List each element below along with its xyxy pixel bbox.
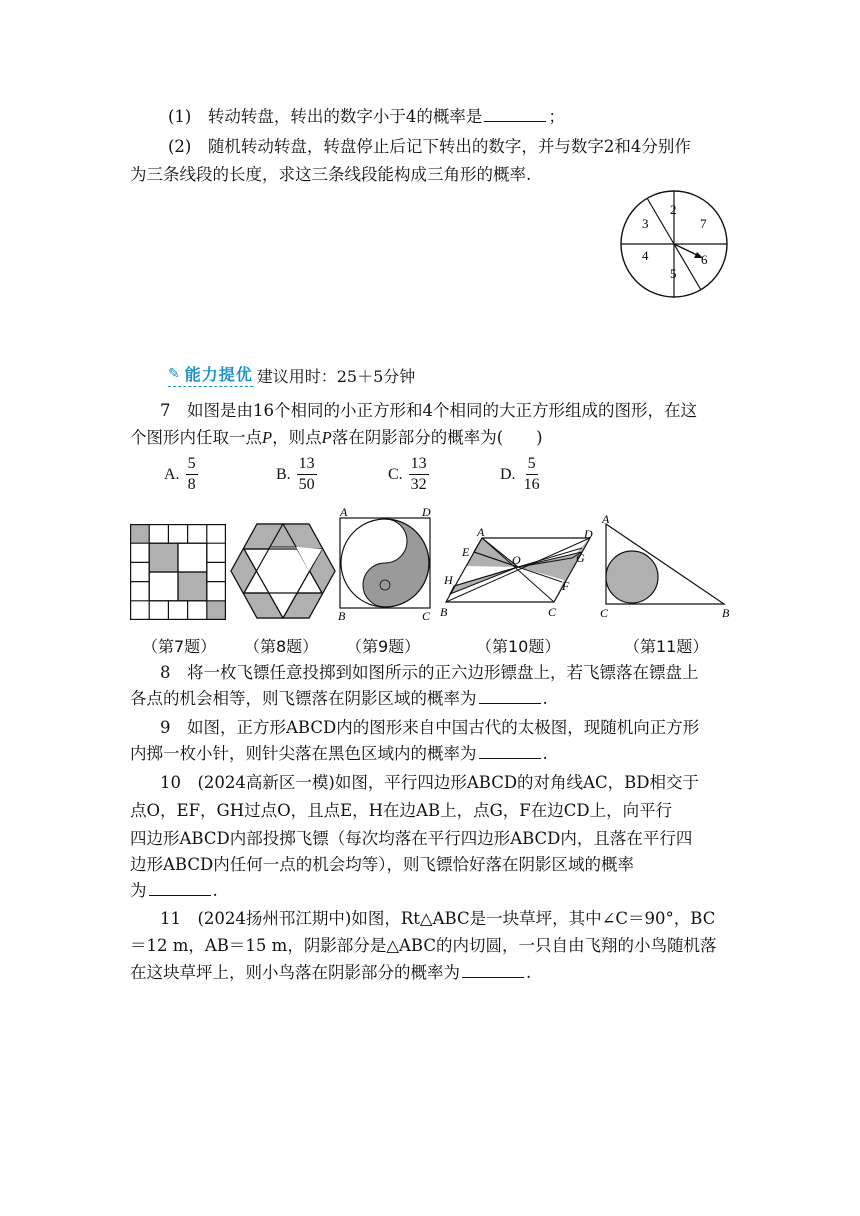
q11-line3	[130, 960, 531, 986]
q10-line2: 点O，EF，GH过点O，且点E，H在边AB上，点G，F在边CD上，向平行	[130, 801, 673, 820]
fig10-label-o: O	[512, 553, 521, 567]
section-tag	[168, 362, 253, 387]
denominator: 32	[410, 476, 427, 493]
fig10-label-e: E	[462, 545, 470, 559]
fig10-label-g: G	[576, 551, 585, 565]
answer-blank[interactable]	[479, 687, 541, 704]
option-b[interactable]	[276, 454, 317, 495]
fig11-label-a: A	[602, 514, 610, 526]
fig10-label-b: B	[440, 605, 448, 619]
option-c[interactable]	[388, 454, 429, 495]
option-fraction	[297, 454, 317, 495]
answer-blank[interactable]	[462, 961, 524, 978]
denominator: 8	[187, 476, 196, 493]
spinner-number: 4	[642, 248, 649, 263]
answer-blank[interactable]	[479, 742, 541, 759]
figure-7-grid	[130, 524, 226, 620]
period: .	[542, 744, 548, 763]
section-tag-label: 能力提优	[184, 365, 253, 384]
figure-8-hexagon	[230, 522, 336, 620]
fig10-label-c: C	[548, 605, 557, 619]
spinner-number: 2	[670, 202, 677, 217]
q9-line1: 9 如图，正方形ABCD内的图形来自中国古代的太极图，现随机向正方形	[160, 718, 700, 737]
q6-part2-line2: 为三条线段的长度，求这三条线段能构成三角形的概率.	[130, 165, 532, 184]
answer-blank[interactable]	[149, 879, 211, 896]
q7-var: P	[262, 428, 273, 447]
option-label: B.	[276, 465, 291, 483]
fig9-label-a: A	[340, 505, 348, 519]
q11-line1: 11 (2024扬州邗江期中)如图，Rt△ABC是一块草坪，其中∠C＝90°，BC	[160, 909, 716, 928]
fig10-label-h: H	[444, 573, 453, 587]
period: .	[212, 881, 218, 900]
fig10-label-d: D	[584, 527, 593, 541]
fig10-label-f: F	[562, 579, 570, 593]
caption-fig8: （第8题）	[244, 637, 319, 656]
option-fraction	[186, 454, 198, 495]
q8-line1: 8 将一枚飞镖任意投掷到如图所示的正六边形镖盘上，若飞镖落在镖盘上	[160, 663, 699, 682]
q10-line1: 10 (2024高新区一模)如图，平行四边形ABCD的对角线AC，BD相交于	[160, 773, 699, 792]
caption-fig9: （第9题）	[346, 637, 421, 656]
q6-part1-text: (1) 转动转盘，转出的数字小于4的概率是	[168, 107, 483, 126]
numerator: 5	[186, 454, 198, 475]
q7-text: 落在阴影部分的概率为( )	[331, 428, 543, 447]
denominator: 16	[523, 476, 540, 493]
spinner-number: 6	[701, 252, 708, 267]
pencil-icon: ✎	[168, 365, 181, 382]
fig9-label-c: C	[422, 609, 431, 622]
caption-fig11: （第11题）	[624, 637, 709, 656]
option-d[interactable]	[500, 454, 542, 495]
q7-var: P	[321, 428, 332, 447]
numerator: 13	[409, 454, 429, 475]
q9-text: 内掷一枚小针，则针尖落在黑色区域内的概率为	[130, 744, 477, 763]
numerator: 5	[526, 454, 538, 475]
spinner-figure	[614, 190, 734, 300]
q10-line4: 边形ABCD内任何一点的机会均等），则飞镖恰好落在阴影区域的概率	[130, 855, 634, 874]
period: .	[542, 689, 548, 708]
spinner-number: 3	[642, 216, 649, 231]
section-header	[168, 362, 415, 387]
fig9-label-b: B	[338, 609, 346, 622]
q8-text: 各点的机会相等，则飞镖落在阴影区域的概率为	[130, 689, 477, 708]
figure-11-triangle	[596, 514, 736, 620]
option-label: A.	[164, 465, 180, 483]
q7-line1: 7 如图是由16个相同的小正方形和4个相同的大正方形组成的图形，在这	[160, 401, 697, 420]
option-fraction	[409, 454, 429, 495]
q10-line5	[130, 878, 218, 904]
q10-line3: 四边形ABCD内部投掷飞镖（每次均落在平行四边形ABCD内，且落在平行四	[130, 829, 693, 848]
caption-fig7: （第7题）	[142, 637, 217, 656]
numerator: 13	[297, 454, 317, 475]
caption-fig10: （第10题）	[476, 637, 561, 656]
fig11-label-b: B	[722, 606, 730, 620]
q7-text: ，则点	[272, 428, 322, 447]
q6-part1	[168, 104, 565, 130]
option-label: D.	[500, 465, 516, 483]
fig10-label-a: A	[477, 526, 485, 539]
denominator: 50	[298, 476, 315, 493]
section-time: 建议用时：25＋5分钟	[256, 367, 416, 386]
answer-blank[interactable]	[484, 105, 546, 122]
q9-line2	[130, 741, 548, 767]
fig11-label-c: C	[600, 606, 609, 620]
q10-text: 为	[130, 881, 147, 900]
option-fraction	[522, 454, 542, 495]
figure-10-parallelogram	[436, 526, 596, 620]
q8-line2	[130, 686, 548, 712]
q7-line2	[130, 425, 543, 451]
option-a[interactable]	[164, 454, 198, 495]
spinner-number: 7	[700, 216, 707, 231]
q6-part1-end: ；	[548, 107, 565, 126]
spinner-number: 5	[670, 266, 677, 281]
option-label: C.	[388, 465, 403, 483]
period: .	[526, 963, 532, 982]
q11-line2: ＝12 m，AB＝15 m，阴影部分是△ABC的内切圆，一只自由飞翔的小鸟随机落	[130, 936, 717, 955]
fig9-label-d: D	[422, 505, 431, 519]
figure-9-taiji	[334, 504, 436, 622]
q7-text: 个图形内任取一点	[130, 428, 262, 447]
q11-text: 在这块草坪上，则小鸟落在阴影部分的概率为	[130, 963, 460, 982]
q6-part2-line1: (2) 随机转动转盘，转盘停止后记下转出的数字，并与数字2和4分别作	[168, 137, 691, 156]
